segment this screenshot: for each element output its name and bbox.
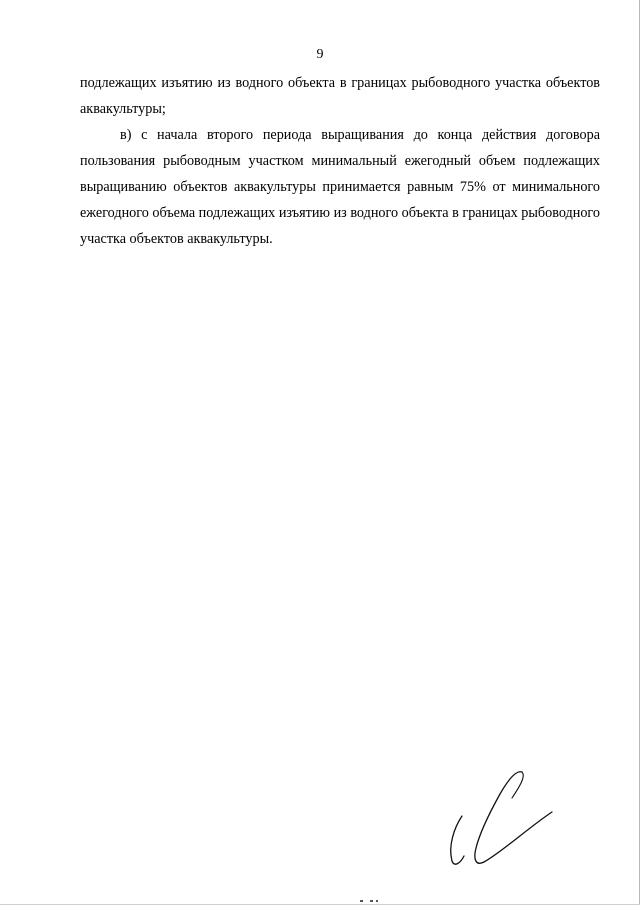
- paragraph-continuation: подлежащих изъятию из водного объекта в границах рыбоводного участка объектов аквакультуры;: [80, 75, 600, 117]
- handwritten-signature: [444, 768, 556, 868]
- document-body: [80, 70, 600, 252]
- scan-artifact: [360, 899, 390, 903]
- page-number: 9: [316, 47, 324, 62]
- paragraph-item-v: в) с начала второго периода выращивания до конца действия договора пользования рыбоводным участком минимальный ежегодный объем подлежащих выращиванию объектов аквакультуры принимается равным 75% от минимального ежегодного объема подлежащих изъятию из водного объекта в границах рыбоводного участка объектов аквакультуры.: [80, 127, 600, 247]
